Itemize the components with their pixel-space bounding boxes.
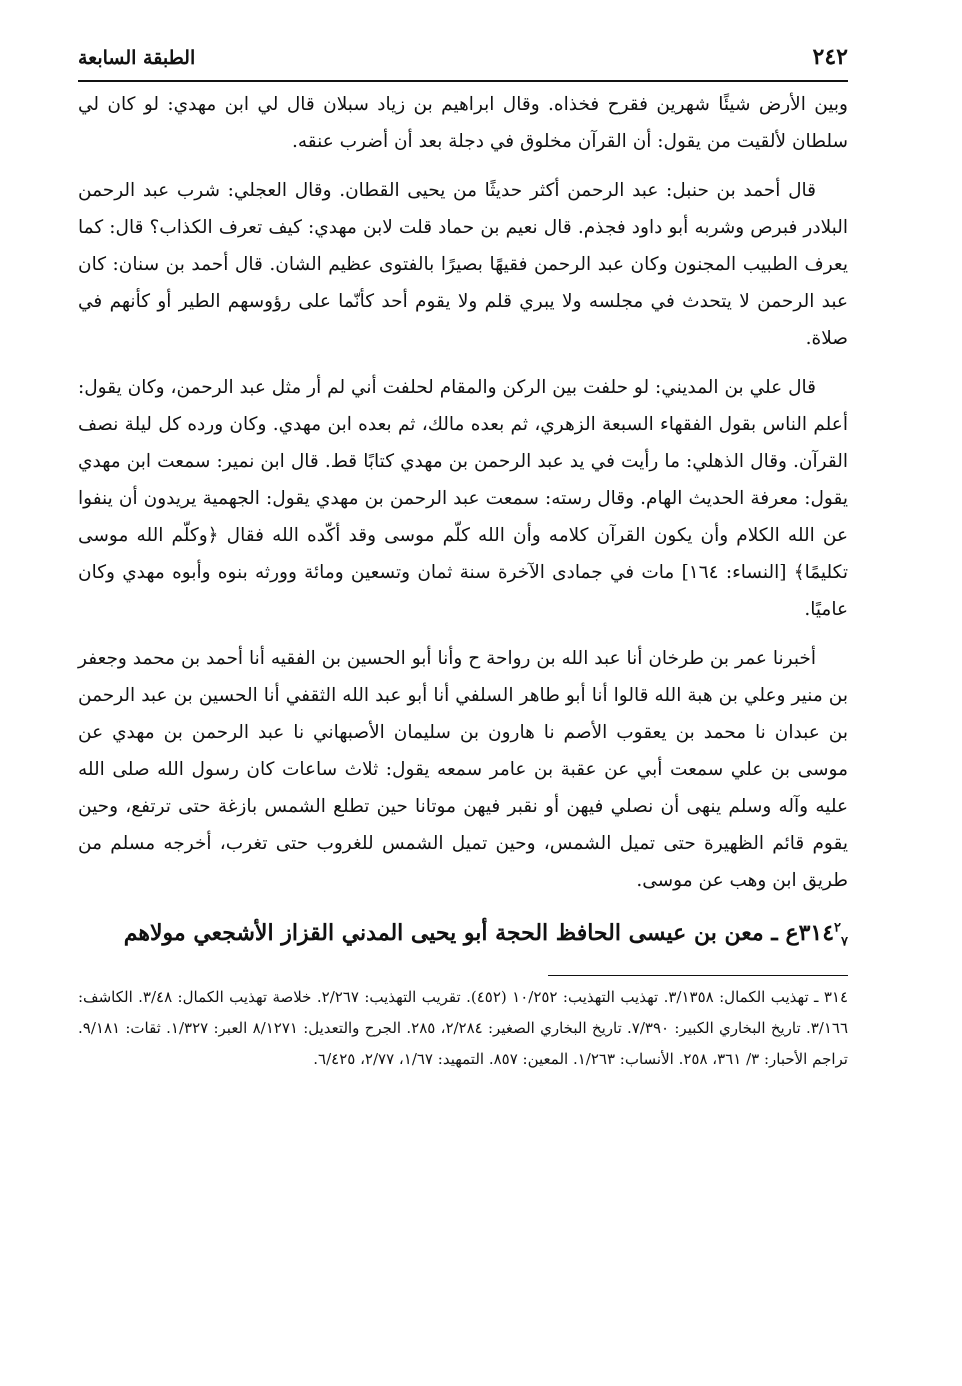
- header-rule: [78, 80, 848, 82]
- page-number: ٢٤٢: [812, 44, 848, 70]
- entry-symbol-top: ٢: [834, 920, 842, 936]
- running-title: الطبقة السابعة: [78, 47, 196, 69]
- entry-symbol-bottom: ٧: [841, 934, 848, 950]
- footnote-block: [78, 982, 848, 1075]
- page-header: [78, 40, 848, 80]
- entry-symbol-letter: ع: [785, 920, 799, 946]
- entry-title: ـ معن بن عيسى الحافظ الحجة أبو يحيى المدني القزاز الأشجعي مولاهم: [123, 920, 778, 946]
- paragraph-3: قال علي بن المديني: لو حلفت بين الركن والمقام لحلفت أني لم أر مثل عبد الرحمن، وكان يقول: أعلم الناس بقول الفقهاء السبعة الزهري، ثم بعده مالك، ثم بعده ابن مهدي. وكان ورده كل ليلة نصف القرآن. وقال الذهلي: ما رأيت في يد عبد الرحمن بن مهدي كتابًا قط. قال ابن نمير: سمعت ابن مهدي يقول: معرفة الحديث الهام. وقال رسته: سمعت عبد الرحمن بن مهدي يقول: الجهمية يريدون أن ينفوا عن الله الكلام وأن يكون القرآن كلامه وأن الله كلّم موسى وقد أكّده الله فقال ﴿وكلّم الله موسى تكليمًا﴾ [النساء: ١٦٤] مات في جمادى الآخرة سنة ثمان وتسعين ومائة وورثه بنوه وأبوه مهدي وكان عاميًا.: [78, 377, 848, 620]
- paragraph-4: أخبرنا عمر بن طرخان أنا عبد الله بن رواحة ح وأنا أبو الحسين بن الفقيه أنا أحمد بن محمد وجعفر بن منير وعلي بن هبة الله قالوا أنا أبو طاهر السلفي أنا أبو عبد الله الثقفي أنا الحسين بن عبد الرحمن بن عبدان نا محمد بن يعقوب الأصم نا هارون بن سليمان الأصبهاني نا عبد الرحمن بن مهدي عن موسى بن علي سمعت أبي عن عقبة بن عامر سمعه يقول: ثلاث ساعات كان رسول الله صلى الله عليه وآله وسلم ينهى أن نصلي فيهن أو نقبر فيهن موتانا حين تطلع الشمس بازغة حتى ترتفع، وحين يقوم قائم الظهيرة حتى تميل الشمس، وحين تميل الشمس للغروب حتى تغرب، أخرجه مسلم من طريق ابن وهب عن موسى.: [78, 648, 848, 891]
- entry-number: ٣١٤: [798, 920, 835, 946]
- paragraph-1: وبين الأرض شيئًا شهرين فقرح فخذاه. وقال ابراهيم بن زياد سبلان قال لي ابن مهدي: لو كان لي سلطان لألقيت من يقول: أن القرآن مخلوق في دجلة بعد أن أضرب عنقه.: [78, 94, 848, 152]
- footnote-rule: [548, 975, 848, 976]
- footnote-text: ٣١٤ ـ تهذيب الكمال: ٣/١٣٥٨. تهذيب التهذيب: ١٠/٢٥٢ (٤٥٢). تقريب التهذيب: ٢/٢٦٧. خلاصة تهذيب الكمال: ٣/٤٨. الكاشف: ٣/١٦٦. تاريخ البخاري الكبير: ٧/٣٩٠. تاريخ البخاري الصغير: ٢/٢٨٤، ٢٨٥. الجرح والتعديل: ٨/١٢٧١ العبر: ١/٣٢٧. ثقات: ٩/١٨١. تراجم الأحبار: ٣/ ٣٦١، ٢٥٨. الأنساب: ١/٢٦٣. المعين: ٨٥٧. التمهيد: ١/٦٧، ٢/٧٧، ٦/٤٢٥.: [78, 988, 849, 1068]
- paragraph-2: قال أحمد بن حنبل: عبد الرحمن أكثر حديثًا من يحيى القطان. وقال العجلي: شرب عبد الرحمن البلادر فبرص وشربه أبو داود فجذم. قال نعيم بن حماد قلت لابن مهدي: كيف تعرف الكذاب؟ قال: كما يعرف الطبيب المجنون وكان عبد الرحمن فقيهًا بصيرًا بالفتوى عظيم الشان. قال أحمد بن سنان: كان عبد الرحمن لا يتحدث في مجلسه ولا يبري قلم ولا يقوم أحد كأنّما على رؤوسهم الطير أو كأنهم في صلاة.: [78, 180, 848, 349]
- entry-heading: [78, 911, 848, 955]
- document-page: [78, 40, 848, 1075]
